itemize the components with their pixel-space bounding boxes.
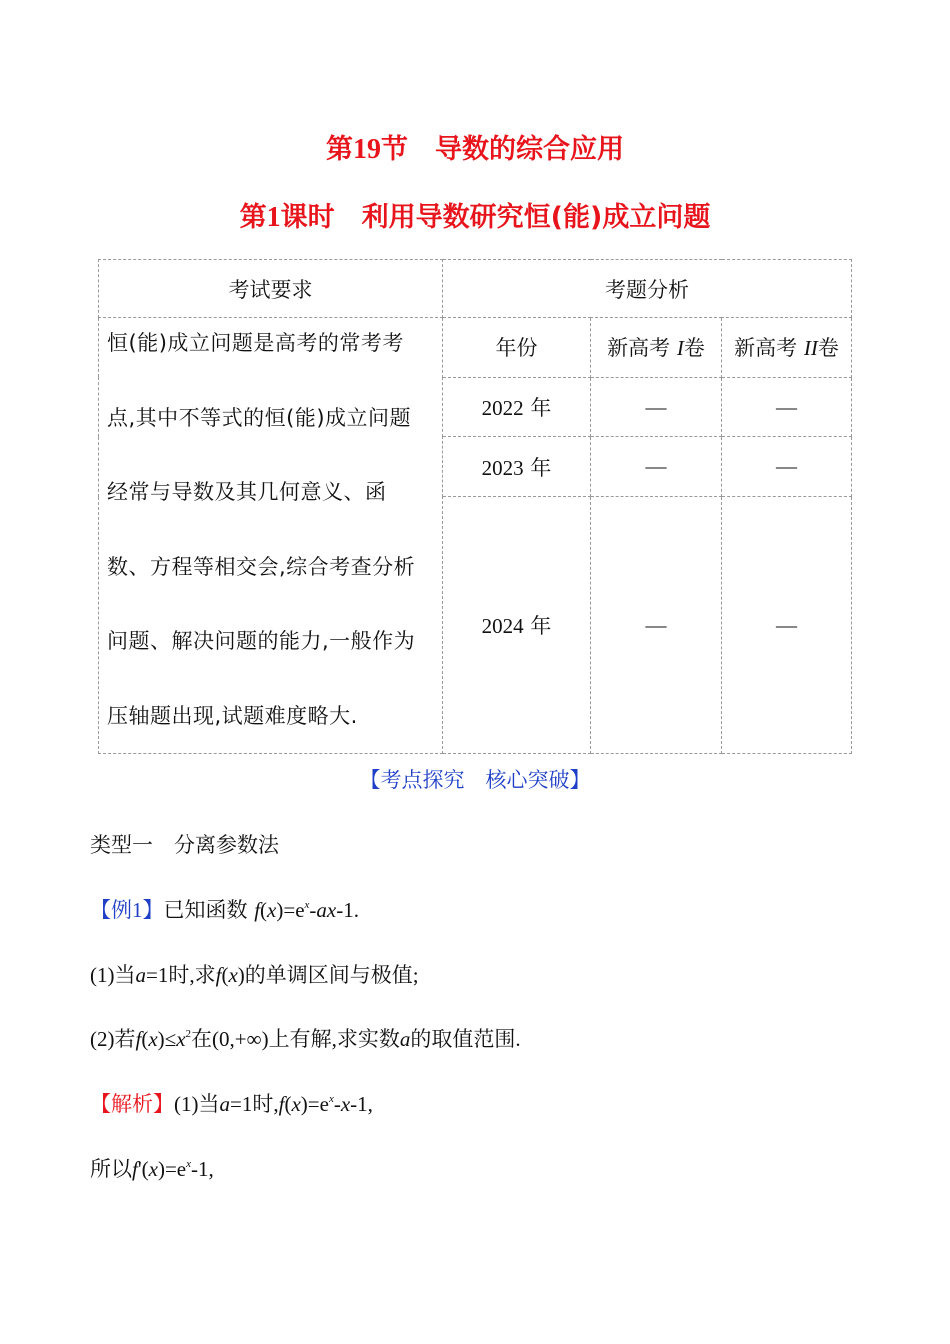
- col-paper-2: 新高考 II卷: [722, 318, 852, 378]
- lesson-title: 第1课时 利用导数研究恒(能)成立问题: [239, 202, 711, 233]
- header-analysis: 考题分析: [443, 260, 852, 318]
- header-requirement: 考试要求: [99, 260, 443, 318]
- requirement-text: 恒(能)成立问题是高考的常考考 点,其中不等式的恒(能)成立问题 经常与导数及其几何意义、函 数、方程等相交会,综合考查分析 问题、解决问题的能力,一般作为 压轴题出现,试题难度略大.: [99, 318, 443, 754]
- paper1-cell: —: [591, 497, 722, 754]
- col-paper-1: 新高考 I卷: [591, 318, 722, 378]
- year-cell: 2022 年: [443, 377, 591, 437]
- paper1-cell: —: [591, 377, 722, 437]
- section-heading: 【考点探究 核心突破】: [359, 768, 591, 792]
- example-part-1: (1)当a=1时,求f(x)的单调区间与极值;: [90, 963, 419, 987]
- type-heading: 类型一 分离参数法: [90, 833, 279, 857]
- requirement-table: [98, 259, 852, 754]
- paper2-cell: —: [722, 497, 852, 754]
- solution-line-1: 【解析】(1)当a=1时$,f(x)=e^x-x-1$,: [90, 1092, 373, 1116]
- example-part-2: (2)若$f(x)\le x^2$在(0,+∞)上有解,求实数a的取值范围.: [90, 1027, 521, 1051]
- section-title: 第19节 导数的综合应用: [326, 134, 624, 165]
- col-year: 年份: [443, 318, 591, 378]
- paper1-cell: —: [591, 437, 722, 497]
- example-statement: 【例1】已知函数 $f(x)=e^x-ax-1$.: [90, 898, 359, 922]
- year-cell: 2023 年: [443, 437, 591, 497]
- paper2-cell: —: [722, 437, 852, 497]
- paper2-cell: —: [722, 377, 852, 437]
- year-cell: 2024 年: [443, 497, 591, 754]
- solution-line-2: 所以$f'(x)=e^x-1$,: [90, 1157, 214, 1181]
